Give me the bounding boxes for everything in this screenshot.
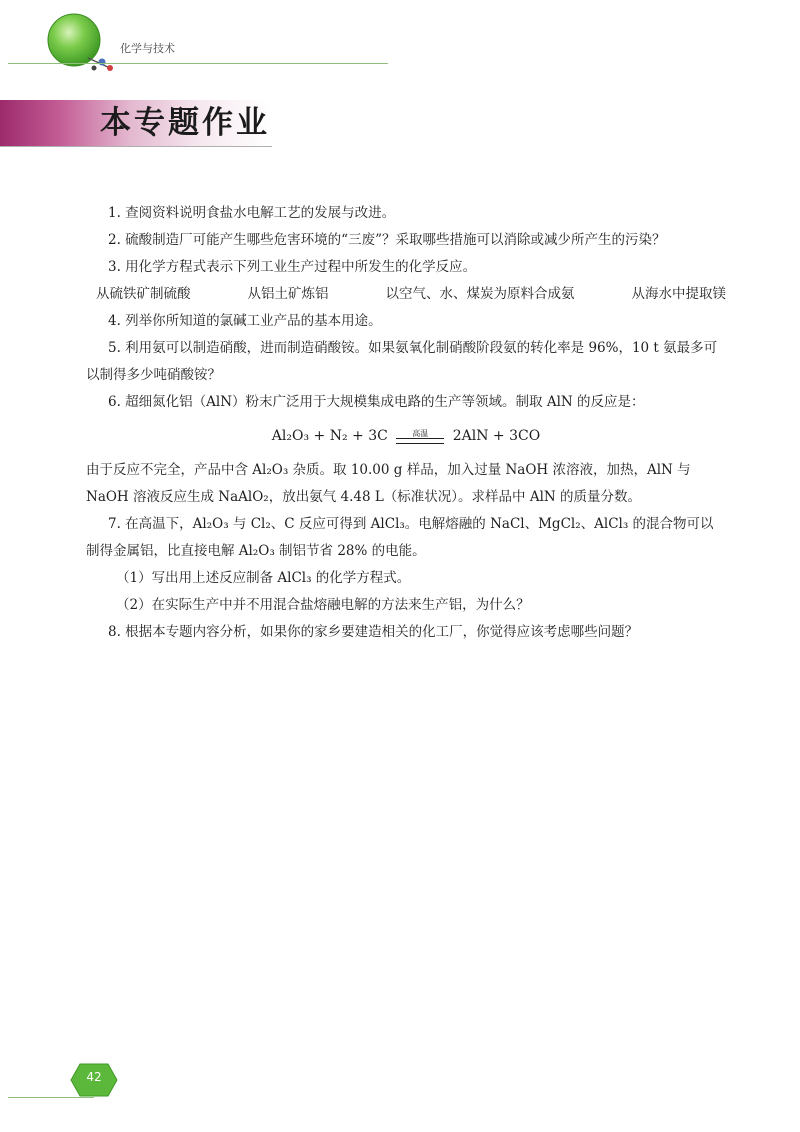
- question-5: 5. 利用氨可以制造硝酸，进而制造硝酸铵。如果氨氧化制硝酸阶段氨的转化率是 96%，10 t 氨最多可以制得多少吨硝酸铵？: [86, 340, 718, 383]
- reaction-arrow: [396, 429, 444, 444]
- footer-divider: [8, 1097, 94, 1098]
- question-3: 3. 用化学方程式表示下列工业生产过程中所发生的化学反应。: [108, 259, 477, 275]
- question-3-item: 从硫铁矿制硫酸: [96, 286, 191, 302]
- question-7-part-1: （1）写出用上述反应制备 AlCl₃ 的化学方程式。: [116, 570, 411, 586]
- page-number: 42: [86, 1070, 102, 1084]
- double-line-icon: [396, 438, 444, 444]
- section-title: 本专题作业: [100, 105, 270, 141]
- question-1: 1. 查阅资料说明食盐水电解工艺的发展与改进。: [108, 205, 396, 221]
- equation-reactants: Al₂O₃ + N₂ + 3C: [271, 428, 388, 444]
- question-6: 6. 超细氮化铝（AlN）粉末广泛用于大规模集成电路的生产等领域。制取 AlN 的反应是：: [108, 394, 645, 410]
- question-3-items: [86, 281, 726, 308]
- question-2: 2. 硫酸制造厂可能产生哪些危害环境的“三废”？采取哪些措施可以消除或减少所产生的污染？: [108, 232, 666, 248]
- question-3-item: 从铝土矿炼铝: [247, 286, 329, 302]
- question-6-continued: 由于反应不完全，产品中含 Al₂O₃ 杂质。取 10.00 g 样品，加入过量 NaOH 浓溶液，加热，AlN 与 NaOH 溶液反应生成 NaAlO₂，放出氨气 4.48 L（标准状况）。求样品中 AlN 的质量分数。: [86, 462, 691, 505]
- homework-content: [86, 200, 726, 646]
- question-7: 7. 在高温下，Al₂O₃ 与 Cl₂、C 反应可得到 AlCl₃。电解熔融的 NaCl、MgCl₂、AlCl₃ 的混合物可以制得金属铝，比直接电解 Al₂O₃ 制铝节省 28% 的电能。: [86, 516, 714, 559]
- question-8: 8. 根据本专题内容分析，如果你的家乡要建造相关的化工厂，你觉得应该考虑哪些问题？: [108, 624, 639, 640]
- header-label: 化学与技术: [120, 42, 175, 55]
- question-7-part-2: （2）在实际生产中并不用混合盐熔融电解的方法来生产铝，为什么？: [116, 597, 530, 613]
- reaction-condition: 高温: [412, 428, 429, 438]
- equation-products: 2AlN + 3CO: [452, 428, 541, 444]
- banner-divider: [0, 146, 272, 147]
- chemical-equation: [86, 423, 726, 450]
- question-4: 4. 列举你所知道的氯碱工业产品的基本用途。: [108, 313, 382, 329]
- question-3-item: 以空气、水、煤炭为原料合成氨: [385, 286, 575, 302]
- header-divider: [8, 63, 388, 64]
- header-logo-icon: [44, 10, 116, 74]
- question-3-item: 从海水中提取镁: [631, 286, 726, 302]
